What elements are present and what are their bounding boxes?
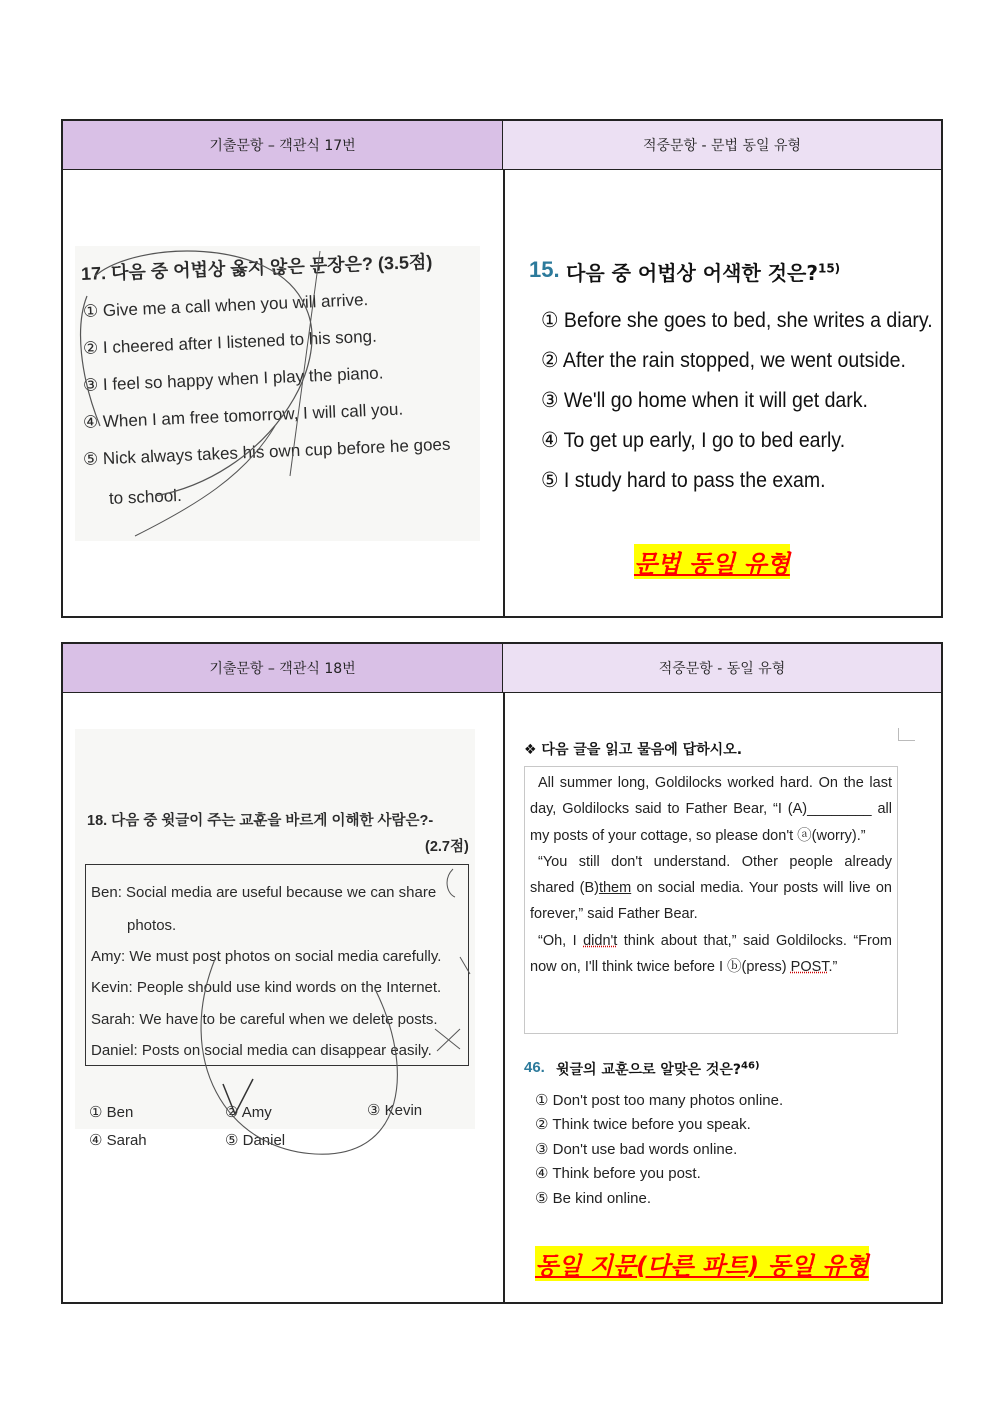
- exam-q18-points: (2.7점): [425, 839, 469, 855]
- q15-option: ② After the rain stopped, we went outside.: [541, 349, 906, 372]
- header-matched-question: 적중문항 - 동일 유형: [503, 644, 941, 693]
- reading-passage: [524, 766, 898, 1034]
- exam-q17-title: 17. 다음 중 어법상 옳지 않은 문장은? (3.5점): [80, 251, 433, 284]
- q15-option: ① Before she goes to bed, she writes a diary.: [541, 309, 933, 332]
- q15-option: ③ We'll go home when it will get dark.: [541, 389, 868, 412]
- q15-option: ⑤ I study hard to pass the exam.: [541, 469, 826, 492]
- answer-choice: ① Ben: [89, 1104, 134, 1121]
- q15-footnote: 15): [817, 261, 841, 276]
- instruction-text: ❖ 다음 글을 읽고 물음에 답하시오.: [524, 742, 743, 758]
- answer-choice: ③ Kevin: [367, 1102, 423, 1119]
- exam-q17-option: ② I cheered after I listened to his song.: [82, 326, 378, 358]
- q46-number: 46.: [524, 1059, 545, 1076]
- passage-paragraph: [530, 928, 892, 981]
- dialogue-line: photos.: [127, 917, 177, 934]
- q15-number: 15.: [529, 257, 560, 282]
- column-divider: [503, 693, 505, 1302]
- exam-q17-option: ① Give me a call when you will arrive.: [82, 290, 369, 321]
- q46-option: ⑤ Be kind online.: [535, 1190, 652, 1207]
- dialogue-line: Kevin: People should use kind words on the Internet.: [91, 979, 442, 996]
- pen-marks: [75, 246, 480, 541]
- passage-text: “You still don't understand. Other people already shared (B): [530, 853, 892, 897]
- passage-paragraph: [530, 849, 892, 928]
- pen-marks: [75, 729, 475, 1129]
- exam-q17-option: ⑤ Nick always takes his own cup before he goes: [82, 434, 451, 469]
- dialogue-line: Daniel: Posts on social media can disappear easily.: [91, 1042, 432, 1059]
- answer-choice: ⑤ Daniel: [225, 1132, 286, 1149]
- q46-option: ④ Think before you post.: [535, 1165, 701, 1182]
- passage-text: on social media. Your posts will live on forever,” said Father Bear.: [530, 880, 892, 923]
- comparison-table-1: [61, 119, 943, 618]
- exam-q17-option: to school.: [108, 485, 183, 508]
- type-match-stamp: 동일 지문(다른 파트) 동일 유형: [535, 1246, 869, 1281]
- q46-footnote: 46): [741, 1060, 760, 1072]
- exam-q17-option: ③ I feel so happy when I play the piano.: [82, 363, 384, 395]
- header-exam-question-17: 기출문항 – 객관식 17번: [63, 121, 503, 170]
- answer-choice: ④ Sarah: [89, 1132, 147, 1149]
- page-corner-mark: [898, 728, 915, 741]
- exam-scan-q18: [75, 729, 475, 1149]
- exam-scan-q17: [75, 246, 480, 541]
- dialogue-line: Ben: Social media are useful because we can share: [91, 884, 437, 901]
- q46-option: ② Think twice before you speak.: [535, 1116, 751, 1133]
- passage-text: .”: [828, 959, 838, 976]
- type-match-stamp: 문법 동일 유형: [634, 544, 790, 579]
- q15-question: 다음 중 어법상 어색한 것은?: [566, 261, 818, 285]
- spell-marked-word: POST: [790, 959, 829, 976]
- spell-marked-word: didn't: [583, 932, 618, 949]
- passage-text: think about that,” said Goldilocks. “From now on, I'll think twice before I ⓑ(press): [530, 932, 892, 976]
- header-matched-question: 적중문항 - 문법 동일 유형: [503, 121, 941, 170]
- passage-paragraph: All summer long, Goldilocks worked hard. On the last day, Goldilocks said to Father Bear, “I (A)________ all my posts of your cottage, so please don't ⓐ(worry).”: [530, 775, 892, 844]
- q46-option: ① Don't post too many photos online.: [535, 1092, 784, 1109]
- comparison-table-2: [61, 642, 943, 1304]
- header-exam-question-18: 기출문항 – 객관식 18번: [63, 644, 503, 693]
- exam-q18-title: 18. 다음 중 윗글이 주는 교훈을 바르게 이해한 사람은?-: [87, 813, 434, 829]
- passage-text: “Oh, I: [538, 932, 584, 949]
- q46-option: ③ Don't use bad words online.: [535, 1141, 738, 1158]
- underlined-word: them: [598, 880, 632, 897]
- dialogue-line: Sarah: We have to be careful when we delete posts.: [91, 1011, 438, 1028]
- q46-text: [556, 1059, 760, 1079]
- exam-q17-option: ④ When I am free tomorrow, I will call you.: [82, 399, 404, 432]
- q46-question: 윗글의 교훈으로 알맞은 것은?: [556, 1062, 742, 1078]
- q15-text: [566, 257, 840, 286]
- dialogue-line: Amy: We must post photos on social media carefully.: [91, 948, 442, 965]
- q15-option: ④ To get up early, I go to bed early.: [541, 429, 846, 452]
- column-divider: [503, 170, 505, 616]
- answer-choice: ② Amy: [225, 1104, 272, 1121]
